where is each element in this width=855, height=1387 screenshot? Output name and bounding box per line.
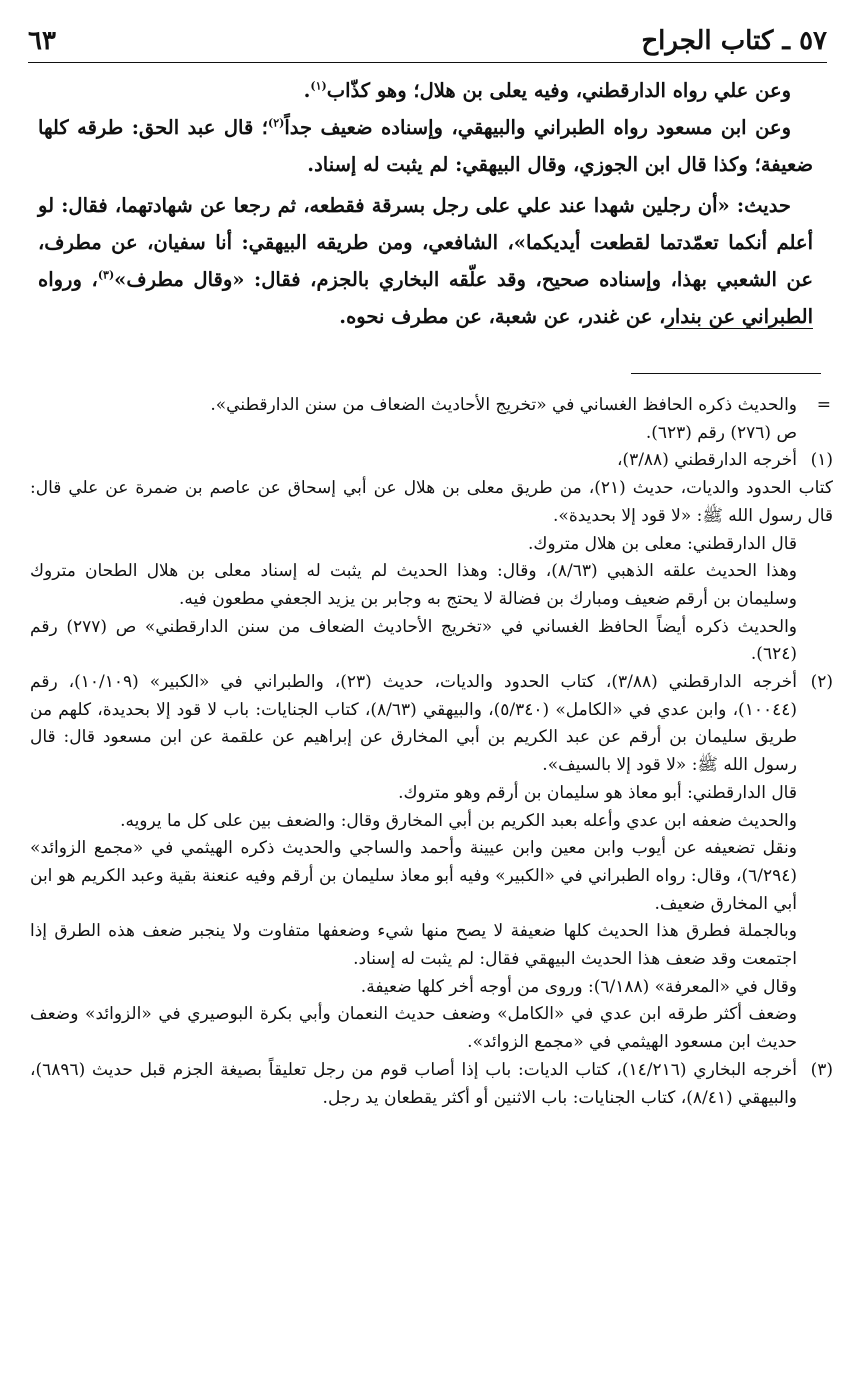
- footnote-line: قال الدارقطني: أبو معاذ هو سليمان بن أرقم وهو متروك.: [398, 782, 797, 803]
- footnotes: [30, 392, 833, 1112]
- footnote-line: أخرجه البخاري (١٤/٢١٦)، كتاب الديات: باب إذا أصاب قوم من رجل تعليقاً بصيغة الجزم قبل حديث (٦٨٩٦)، والبيهقي (٨/٤١)، كتاب الجنايات: باب الاثنين أو أكثر يقطعان يد رجل.: [30, 1059, 797, 1108]
- footnote-continuation: [30, 392, 833, 447]
- footnote-3-marker: (٣): [810, 1059, 833, 1080]
- footnote-ref-3: (٣): [97, 268, 115, 282]
- footnote-2-marker: (٢): [810, 672, 833, 693]
- page-header: [28, 22, 827, 63]
- footnote-ref-2: (٢): [267, 116, 285, 130]
- footnote-line: وهذا الحديث علقه الذهبي (٨/٦٣)، وقال: وهذا الحديث لم يثبت له إسناد معلى بن هلال الطحان متروك وسليمان بن أرقم ضعيف ومبارك بن فضالة لا يحتج به وجابر بن يزيد الجعفي مطعون فيه.: [30, 561, 797, 609]
- footnote-line: أخرجه الدارقطني (٣/٨٨)،: [616, 450, 797, 471]
- footnote-3: [30, 1057, 833, 1112]
- main-p1-text: وعن علي رواه الدارقطني، وفيه يعلى بن هلال؛ وهو كذّاب: [326, 79, 791, 102]
- main-p2b-text: ؛ قال عبد الحق: طرقه كلها ضعيفة؛ وكذا قال ابن الجوزي، وقال البيهقي: لم يثبت له إسناد.: [38, 116, 813, 176]
- footnote-line: والحديث ضعفه ابن عدي وأعله بعبد الكريم بن أبي المخارق وقال: والضعف بين على كل ما يرويه.: [120, 810, 797, 831]
- main-p3a-text: حديث: «أن رجلين شهدا عند علي على رجل بسرقة فقطعه، ثم رجعا عن شهادتهما، فقال: لو أعلم أنكما تعمّدتما لقطعت أيديكما»، الشافعي، ومن طريقه البيهقي: أنا سفيان، عن مطرف، عن الشعبي بهذا، وإسناده صحيح، وقد علّقه البخاري بالجزم، فقال: «وقال مطرف»: [38, 194, 813, 291]
- main-paragraph-2: [38, 109, 813, 183]
- footnote-line: قال الدارقطني: معلى بن هلال متروك.: [527, 533, 797, 554]
- main-text: [38, 72, 813, 335]
- page-number: ٦٣: [28, 26, 56, 56]
- footnote-line: كتاب الحدود والديات، حديث (٢١)، من طريق معلى بن هلال عن أبي إسحاق عن عاصم بن ضمرة عن علي قال: قال رسول الله ﷺ: «لا قود إلا بحديدة».: [30, 478, 833, 526]
- footnote-1-marker: (١): [810, 450, 833, 471]
- main-paragraph-3: [38, 187, 813, 335]
- footnote-line: وقال في «المعرفة» (٦/١٨٨): وروى من أوجه أخر كلها ضعيفة.: [360, 976, 797, 997]
- continuation-marker: =: [816, 395, 831, 415]
- footnote-1: [30, 447, 833, 669]
- main-p2a-text: وعن ابن مسعود رواه الطبراني والبيهقي، وإسناده ضعيف جداً: [284, 116, 791, 139]
- footnote-line: وضعف أكثر طرقه ابن عدي في «الكامل» وضعف حديث النعمان وأبي بكرة البوصيري في «الزوائد» وضعف حديث ابن مسعود الهيثمي في «مجمع الزوائد».: [30, 1004, 797, 1053]
- main-paragraph-1: [38, 72, 813, 109]
- footnote-line: والحديث ذكره أيضاً الحافظ الغساني في «تخريج الأحاديث الضعاف من سنن الدارقطني» ص (٢٧٧) رقم (٦٢٤).: [30, 616, 797, 665]
- footnote-line: ص (٢٧٦) رقم (٦٢٣).: [645, 422, 797, 443]
- footnote-line: وبالجملة فطرق هذا الحديث كلها ضعيفة لا يصح منها شيء وضعفها متفاوت ولا ينجبر ضعف هذه الطرق إذا اجتمعت وقد ضعف هذا الحديث البيهقي فقال: لم يثبت له إسناد.: [30, 921, 797, 970]
- footnote-ref-1: (١): [310, 79, 327, 93]
- footnote-line: أخرجه الدارقطني (٣/٨٨)، كتاب الحدود والديات، حديث (٢٣)، والطبراني في «الكبير» (١٠/١٠٩)، رقم (١٠٠٤٤)، وابن عدي في «الكامل» (٥/٣٤٠)، والبيهقي (٨/٦٣)، كتاب الجنايات: باب لا قود إلا بحديدة، كلهم من طريق سليمان بن أرقم عن عبد الكريم بن أبي المخارق عن إبراهيم عن علقمة عن ابن مسعود قال: قال رسول الله ﷺ: «لا قود إلا بالسيف».: [30, 672, 797, 776]
- underlined-phrase: الطبراني عن بندار: [665, 305, 813, 328]
- main-p3b-text: ، ورواه: [38, 268, 98, 291]
- main-p1-end: .: [303, 79, 311, 102]
- footnote-line: والحديث ذكره الحافظ الغساني في «تخريج الأحاديث الضعاف من سنن الدارقطني».: [210, 395, 797, 415]
- main-p3c-text: ، عن غندر، عن شعبة، عن مطرف نحوه.: [339, 305, 666, 328]
- footnote-line: ونقل تضعيفه عن أيوب وابن معين وابن عيينة وأحمد والساجي والحديث ذكره الهيثمي في «مجمع الزوائد» (٦/٢٩٤)، وقال: رواه الطبراني في «الكبير» وفيه أبو معاذ سليمان بن أرقم وفيه عنعنة بقية وعبد الكريم هو ابن أبي المخارق ضعيف.: [30, 838, 797, 914]
- running-title: ٥٧ ـ كتاب الجراح: [641, 26, 827, 56]
- footnote-divider: [631, 373, 821, 374]
- footnote-2: [30, 669, 833, 1057]
